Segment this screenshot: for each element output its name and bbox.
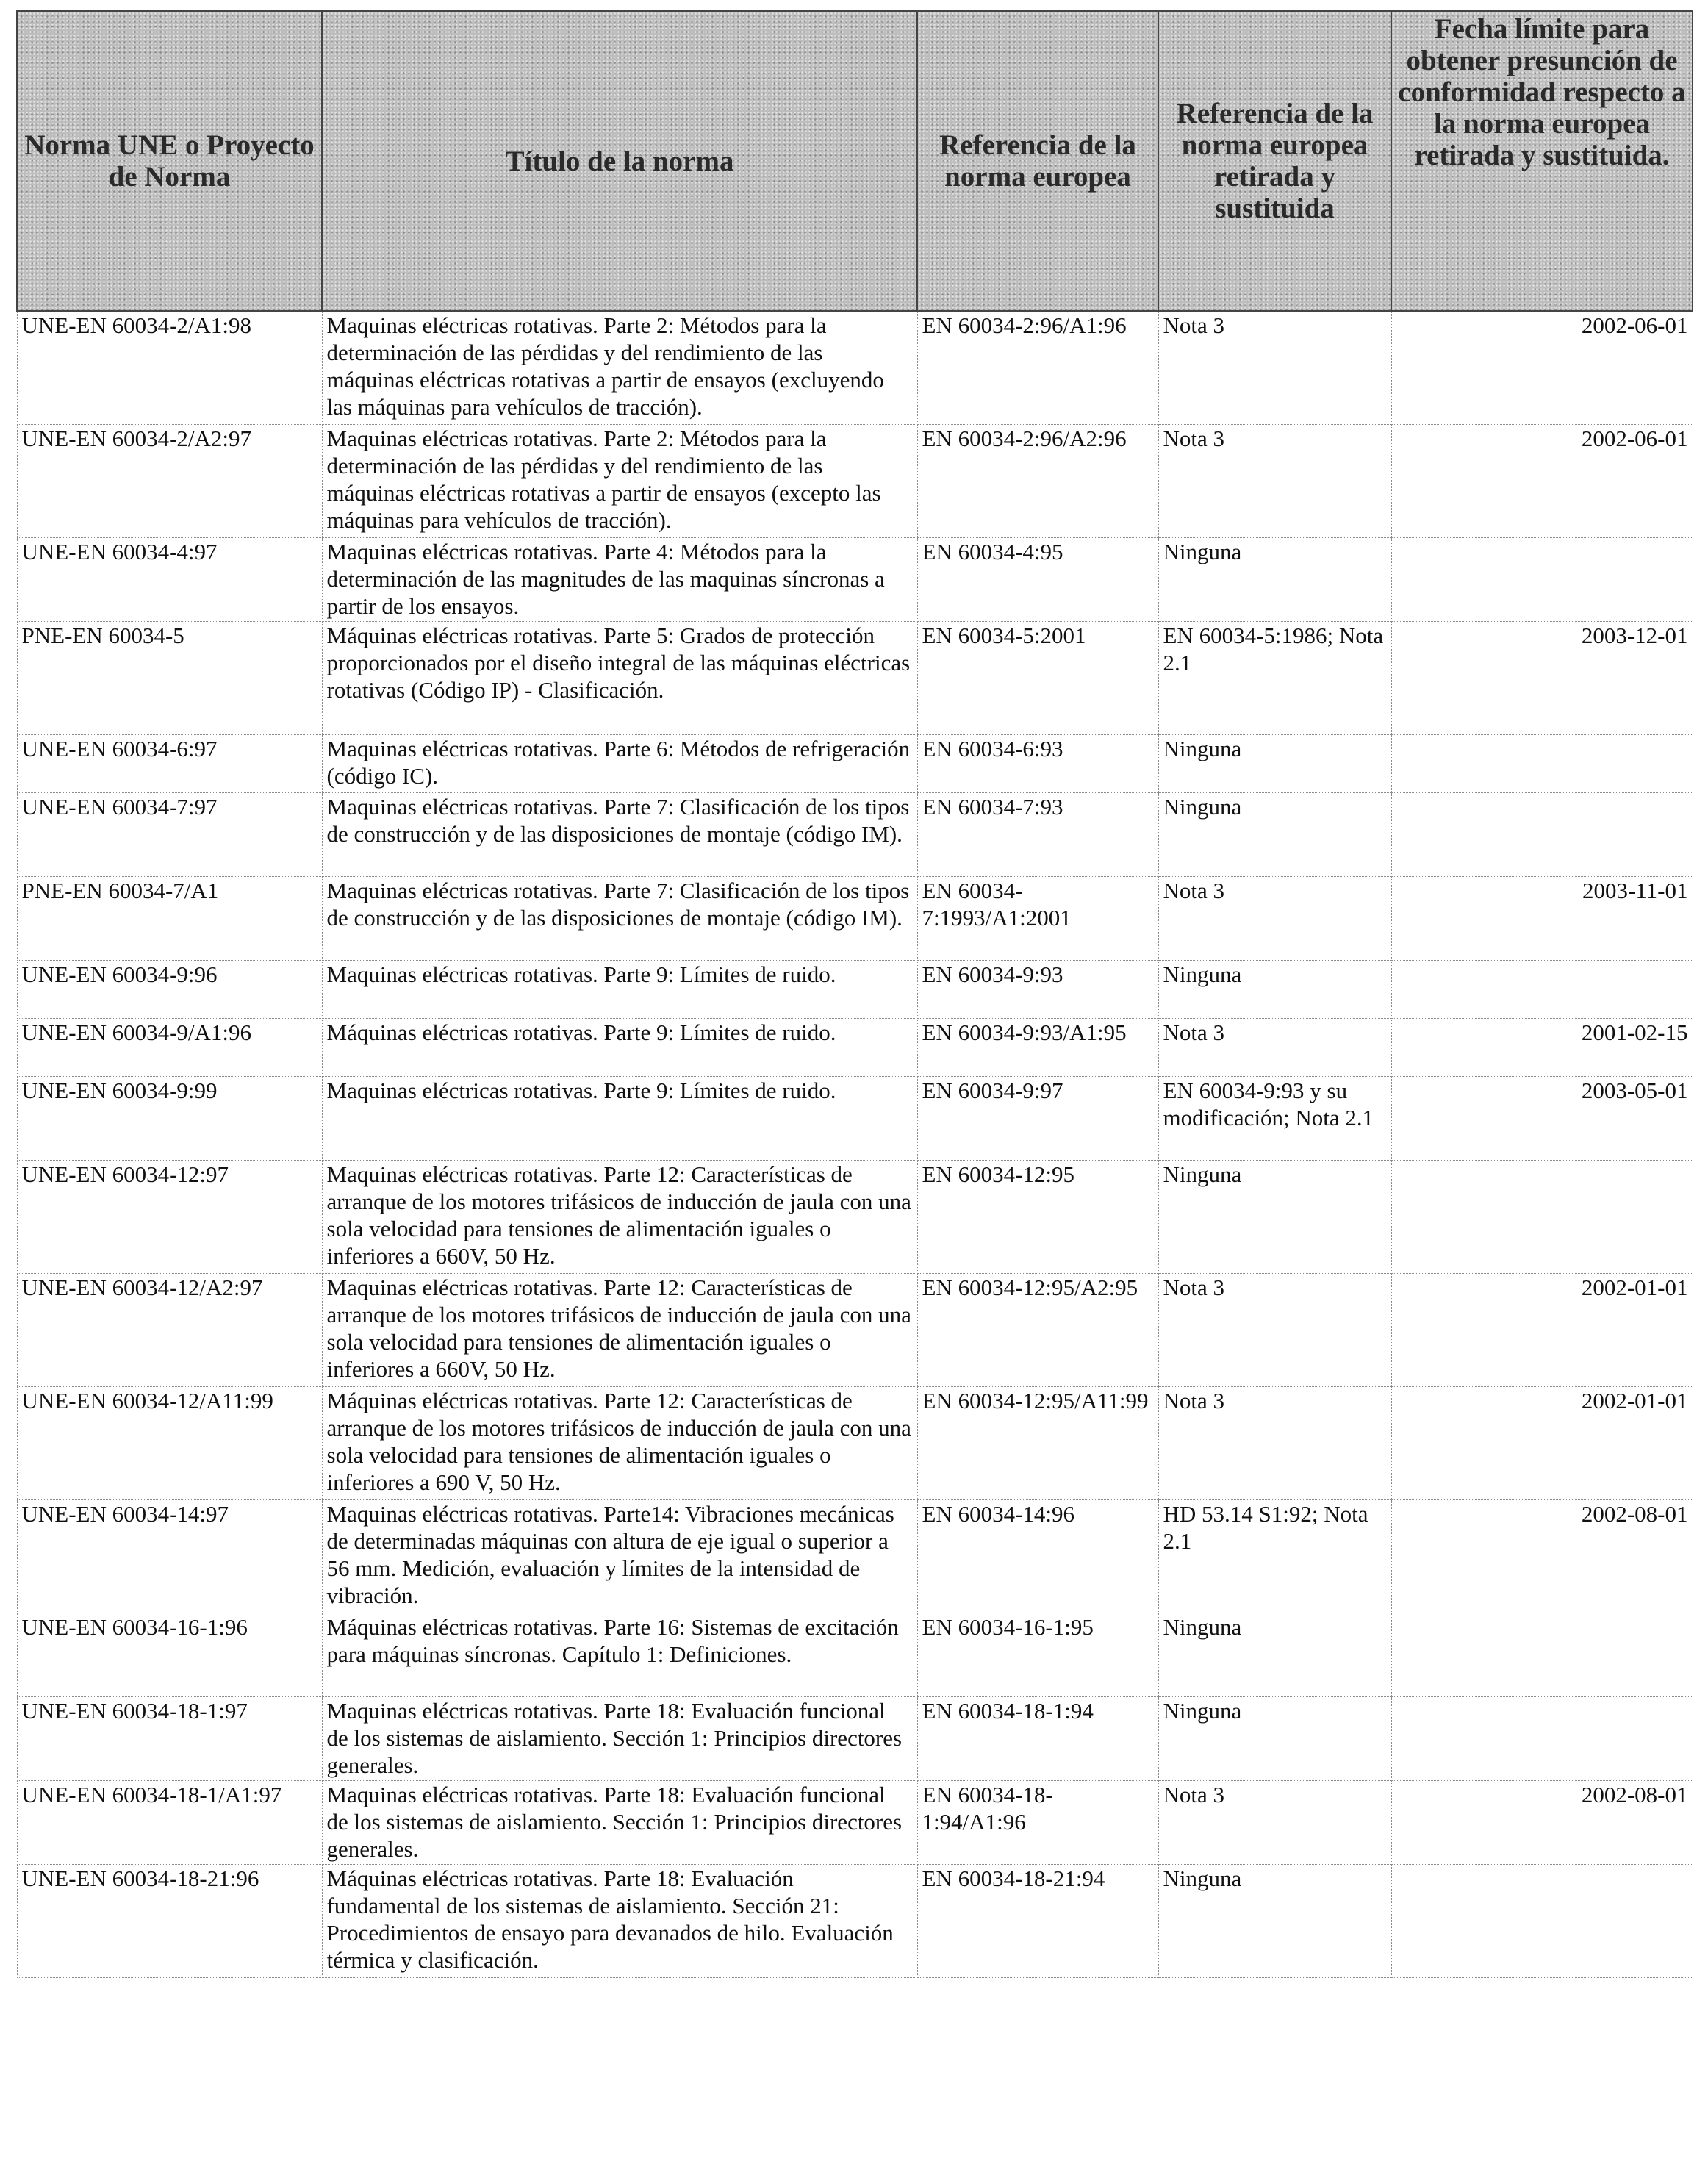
cell-fecha-limite: 2002-08-01 <box>1391 1499 1693 1613</box>
cell-referencia: EN 60034-9:97 <box>917 1076 1158 1160</box>
table-row <box>17 1273 1693 1386</box>
cell-norma: UNE-EN 60034-16-1:96 <box>17 1613 322 1696</box>
cell-norma: UNE-EN 60034-9:99 <box>17 1076 322 1160</box>
cell-fecha-limite: 2002-01-01 <box>1391 1273 1693 1386</box>
cell-norma: UNE-EN 60034-7:97 <box>17 792 322 876</box>
header-referencia: Referencia de la norma europea <box>917 11 1158 311</box>
cell-fecha-limite: 2002-08-01 <box>1391 1780 1693 1864</box>
cell-norma: UNE-EN 60034-6:97 <box>17 734 322 792</box>
cell-referencia: EN 60034-7:93 <box>917 792 1158 876</box>
cell-fecha-limite: 2003-05-01 <box>1391 1076 1693 1160</box>
cell-norma: UNE-EN 60034-9:96 <box>17 960 322 1018</box>
cell-norma: UNE-EN 60034-18-21:96 <box>17 1864 322 1977</box>
cell-titulo: Maquinas eléctricas rotativas. Parte 12: Características de arranque de los motores trifásicos de inducción de jaula con una sola velocidad para tensiones de alimentación iguales o inferiores a 660V, 50 Hz. <box>322 1273 917 1386</box>
header-fecha-limite: Fecha límite para obtener presunción de conformidad respecto a la norma europea retirada y sustituida. <box>1391 11 1693 311</box>
cell-titulo: Maquinas eléctricas rotativas. Parte 18: Evaluación funcional de los sistemas de aislamiento. Sección 1: Principios directores generales. <box>322 1780 917 1864</box>
table-row <box>17 734 1693 792</box>
cell-referencia: EN 60034-18-1:94 <box>917 1696 1158 1780</box>
cell-referencia: EN 60034-12:95/A2:95 <box>917 1273 1158 1386</box>
cell-referencia: EN 60034-4:95 <box>917 537 1158 621</box>
cell-fecha-limite <box>1391 792 1693 876</box>
cell-titulo: Maquinas eléctricas rotativas. Parte 9: Límites de ruido. <box>322 960 917 1018</box>
cell-referencia-retirada: Nota 3 <box>1158 1273 1391 1386</box>
table-row <box>17 424 1693 537</box>
cell-fecha-limite: 2003-11-01 <box>1391 876 1693 960</box>
cell-referencia: EN 60034-12:95/A11:99 <box>917 1386 1158 1499</box>
cell-norma: UNE-EN 60034-9/A1:96 <box>17 1018 322 1076</box>
cell-titulo: Máquinas eléctricas rotativas. Parte 9: Límites de ruido. <box>322 1018 917 1076</box>
table-row <box>17 1160 1693 1273</box>
cell-referencia: EN 60034-12:95 <box>917 1160 1158 1273</box>
cell-referencia-retirada: EN 60034-5:1986; Nota 2.1 <box>1158 621 1391 734</box>
cell-referencia: EN 60034-9:93/A1:95 <box>917 1018 1158 1076</box>
header-norma: Norma UNE o Proyecto de Norma <box>17 11 322 311</box>
cell-norma: UNE-EN 60034-18-1/A1:97 <box>17 1780 322 1864</box>
cell-titulo: Máquinas eléctricas rotativas. Parte 16: Sistemas de excitación para máquinas síncronas. Capítulo 1: Definiciones. <box>322 1613 917 1696</box>
cell-referencia: EN 60034-2:96/A2:96 <box>917 424 1158 537</box>
cell-fecha-limite <box>1391 1160 1693 1273</box>
table-row <box>17 1499 1693 1613</box>
cell-fecha-limite <box>1391 1696 1693 1780</box>
cell-fecha-limite: 2002-06-01 <box>1391 424 1693 537</box>
cell-titulo: Máquinas eléctricas rotativas. Parte 18: Evaluación fundamental de los sistemas de aislamiento. Sección 21: Procedimientos de ensayo para devanados de hilo. Evaluación térmica y clasificación. <box>322 1864 917 1977</box>
cell-norma: UNE-EN 60034-12/A11:99 <box>17 1386 322 1499</box>
cell-referencia: EN 60034-7:1993/A1:2001 <box>917 876 1158 960</box>
cell-referencia-retirada: Ninguna <box>1158 1160 1391 1273</box>
cell-titulo: Maquinas eléctricas rotativas. Parte 18: Evaluación funcional de los sistemas de aislamiento. Sección 1: Principios directores generales. <box>322 1696 917 1780</box>
cell-fecha-limite <box>1391 734 1693 792</box>
cell-referencia-retirada: HD 53.14 S1:92; Nota 2.1 <box>1158 1499 1391 1613</box>
cell-referencia-retirada: Ninguna <box>1158 1696 1391 1780</box>
cell-referencia: EN 60034-18-1:94/A1:96 <box>917 1780 1158 1864</box>
header-titulo: Título de la norma <box>322 11 917 311</box>
table-row <box>17 960 1693 1018</box>
cell-referencia: EN 60034-9:93 <box>917 960 1158 1018</box>
table-row <box>17 1696 1693 1780</box>
table-row <box>17 792 1693 876</box>
cell-referencia-retirada: Nota 3 <box>1158 876 1391 960</box>
cell-referencia-retirada: Ninguna <box>1158 1613 1391 1696</box>
cell-referencia: EN 60034-14:96 <box>917 1499 1158 1613</box>
cell-titulo: Maquinas eléctricas rotativas. Parte 7: Clasificación de los tipos de construcción y de las disposiciones de montaje (código IM). <box>322 876 917 960</box>
cell-titulo: Maquinas eléctricas rotativas. Parte 2: Métodos para la determinación de las pérdidas y del rendimiento de las máquinas eléctricas rotativas a partir de ensayos (excluyendo las máquinas para vehículos de tracción). <box>322 311 917 424</box>
cell-referencia: EN 60034-18-21:94 <box>917 1864 1158 1977</box>
cell-fecha-limite: 2002-01-01 <box>1391 1386 1693 1499</box>
cell-referencia-retirada: Ninguna <box>1158 537 1391 621</box>
cell-referencia-retirada: EN 60034-9:93 y su modificación; Nota 2.1 <box>1158 1076 1391 1160</box>
table-row <box>17 1864 1693 1977</box>
cell-referencia-retirada: Nota 3 <box>1158 1780 1391 1864</box>
cell-norma: UNE-EN 60034-2/A2:97 <box>17 424 322 537</box>
cell-titulo: Maquinas eléctricas rotativas. Parte 7: Clasificación de los tipos de construcción y de las disposiciones de montaje (código IM). <box>322 792 917 876</box>
cell-titulo: Maquinas eléctricas rotativas. Parte 12: Características de arranque de los motores trifásicos de inducción de jaula con una sola velocidad para tensiones de alimentación iguales o inferiores a 660V, 50 Hz. <box>322 1160 917 1273</box>
table-row <box>17 621 1693 734</box>
header-referencia-retirada: Referencia de la norma europea retirada y sustituida <box>1158 11 1391 311</box>
table-row <box>17 1076 1693 1160</box>
standards-table <box>16 10 1693 1978</box>
cell-fecha-limite <box>1391 537 1693 621</box>
table-row <box>17 1386 1693 1499</box>
cell-norma: PNE-EN 60034-5 <box>17 621 322 734</box>
cell-referencia: EN 60034-5:2001 <box>917 621 1158 734</box>
table-row <box>17 537 1693 621</box>
table-row <box>17 876 1693 960</box>
table-header <box>17 11 1693 311</box>
table-row <box>17 1780 1693 1864</box>
cell-fecha-limite: 2002-06-01 <box>1391 311 1693 424</box>
cell-norma: UNE-EN 60034-2/A1:98 <box>17 311 322 424</box>
cell-titulo: Maquinas eléctricas rotativas. Parte 6: Métodos de refrigeración (código IC). <box>322 734 917 792</box>
cell-norma: UNE-EN 60034-12:97 <box>17 1160 322 1273</box>
header-row <box>17 11 1693 311</box>
cell-norma: UNE-EN 60034-12/A2:97 <box>17 1273 322 1386</box>
cell-titulo: Máquinas eléctricas rotativas. Parte 5: Grados de protección proporcionados por el diseño integral de las máquinas eléctricas rotativas (Código IP) - Clasificación. <box>322 621 917 734</box>
cell-norma: PNE-EN 60034-7/A1 <box>17 876 322 960</box>
cell-norma: UNE-EN 60034-4:97 <box>17 537 322 621</box>
cell-referencia-retirada: Nota 3 <box>1158 1386 1391 1499</box>
table-row <box>17 1613 1693 1696</box>
cell-referencia-retirada: Ninguna <box>1158 1864 1391 1977</box>
cell-referencia: EN 60034-6:93 <box>917 734 1158 792</box>
cell-referencia-retirada: Ninguna <box>1158 792 1391 876</box>
cell-referencia-retirada: Nota 3 <box>1158 424 1391 537</box>
cell-norma: UNE-EN 60034-14:97 <box>17 1499 322 1613</box>
table-row <box>17 311 1693 424</box>
cell-titulo: Maquinas eléctricas rotativas. Parte 9: Límites de ruido. <box>322 1076 917 1160</box>
cell-fecha-limite <box>1391 960 1693 1018</box>
cell-fecha-limite: 2001-02-15 <box>1391 1018 1693 1076</box>
cell-norma: UNE-EN 60034-18-1:97 <box>17 1696 322 1780</box>
table-row <box>17 1018 1693 1076</box>
cell-titulo: Maquinas eléctricas rotativas. Parte14: Vibraciones mecánicas de determinadas máquinas con altura de eje igual o superior a 56 mm. Medición, evaluación y límites de la intensidad de vibración. <box>322 1499 917 1613</box>
cell-referencia-retirada: Ninguna <box>1158 734 1391 792</box>
cell-referencia-retirada: Ninguna <box>1158 960 1391 1018</box>
cell-fecha-limite: 2003-12-01 <box>1391 621 1693 734</box>
cell-titulo: Máquinas eléctricas rotativas. Parte 12: Características de arranque de los motores trifásicos de inducción de jaula con una sola velocidad para tensiones de alimentación iguales o inferiores a 690 V, 50 Hz. <box>322 1386 917 1499</box>
cell-referencia-retirada: Nota 3 <box>1158 311 1391 424</box>
cell-referencia: EN 60034-16-1:95 <box>917 1613 1158 1696</box>
cell-titulo: Maquinas eléctricas rotativas. Parte 4: Métodos para la determinación de las magnitudes de las maquinas síncronas a partir de los ensayos. <box>322 537 917 621</box>
cell-referencia-retirada: Nota 3 <box>1158 1018 1391 1076</box>
cell-referencia: EN 60034-2:96/A1:96 <box>917 311 1158 424</box>
cell-titulo: Maquinas eléctricas rotativas. Parte 2: Métodos para la determinación de las pérdidas y del rendimiento de las máquinas eléctricas rotativas a partir de ensayos (excepto las máquinas para vehículos de tracción). <box>322 424 917 537</box>
cell-fecha-limite <box>1391 1864 1693 1977</box>
cell-fecha-limite <box>1391 1613 1693 1696</box>
table-body <box>17 311 1693 1977</box>
